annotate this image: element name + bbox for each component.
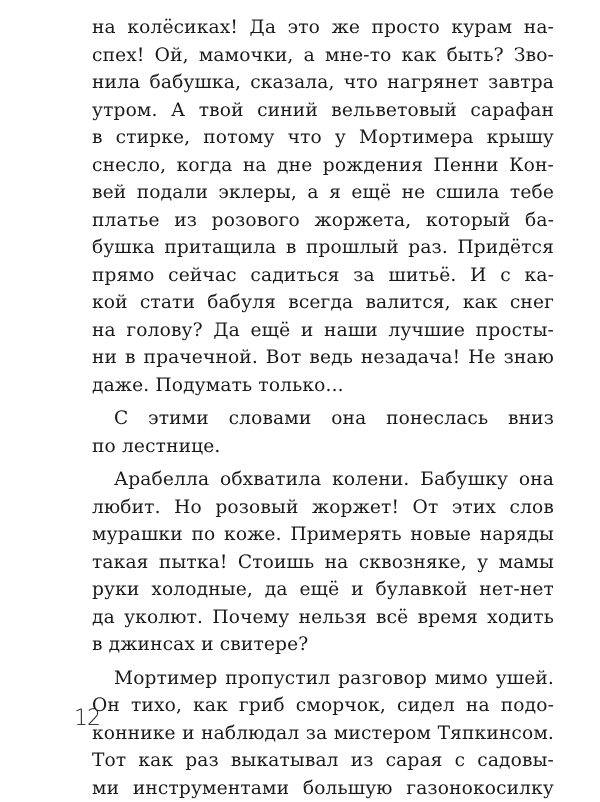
text-line: коннике и наблюдал за мистером Тяпкинсом. xyxy=(92,720,554,748)
text-line: мурашки по коже. Примерять новые наряды xyxy=(92,521,554,549)
text-line: Он тихо, как гриб сморчок, сидел на подо- xyxy=(92,692,554,720)
text-line: по лестнице. xyxy=(92,433,554,461)
body-text xyxy=(92,14,554,802)
text-line: в джинсах и свитере? xyxy=(92,631,554,659)
text-line: в стирке, потому что у Мортимера крышу xyxy=(92,124,554,152)
text-line: утром. А твой синий вельветовый сарафан xyxy=(92,97,554,125)
text-line: ми инструментами большую газонокосилку xyxy=(92,775,554,802)
text-line: даже. Подумать только... xyxy=(92,372,554,400)
text-line: нила бабушка, сказала, что нагрянет завтра xyxy=(92,69,554,97)
text-line: любит. Но розовый жоржет! От этих слов xyxy=(92,494,554,522)
text-line: прямо сейчас садиться за шитьё. И с ка- xyxy=(92,262,554,290)
text-line: кой стати бабуля всегда валится, как снег xyxy=(92,289,554,317)
text-line: С этими словами она понеслась вниз xyxy=(92,405,554,433)
text-line: ни в прачечной. Вот ведь незадача! Не знаю xyxy=(92,344,554,372)
text-line: на колёсиках! Да это же просто курам на- xyxy=(92,14,554,42)
text-line: на голову? Да ещё и наши лучшие просты- xyxy=(92,317,554,345)
text-line: Мортимер пропустил разговор мимо ушей. xyxy=(92,665,554,693)
text-line: бушка притащила в прошлый раз. Придётся xyxy=(92,234,554,262)
text-line: платье из розового жоржета, который ба- xyxy=(92,207,554,235)
text-line: руки холодные, да ещё и булавкой нет-нет xyxy=(92,576,554,604)
text-line: да уколют. Почему нельзя всё время ходить xyxy=(92,604,554,632)
text-line: Тот как раз выкатывал из сарая с садовы- xyxy=(92,747,554,775)
page-number: 12 xyxy=(74,706,100,732)
text-line: Арабелла обхватила колени. Бабушку она xyxy=(92,466,554,494)
text-line: такая пытка! Стоишь на сквозняке, у мамы xyxy=(92,549,554,577)
text-line: спех! Ой, мамочки, а мне-то как быть? Зво- xyxy=(92,42,554,70)
text-line: снесло, когда на дне рождения Пенни Кон- xyxy=(92,152,554,180)
text-line: вей подали эклеры, а я ещё не сшила тебе xyxy=(92,179,554,207)
